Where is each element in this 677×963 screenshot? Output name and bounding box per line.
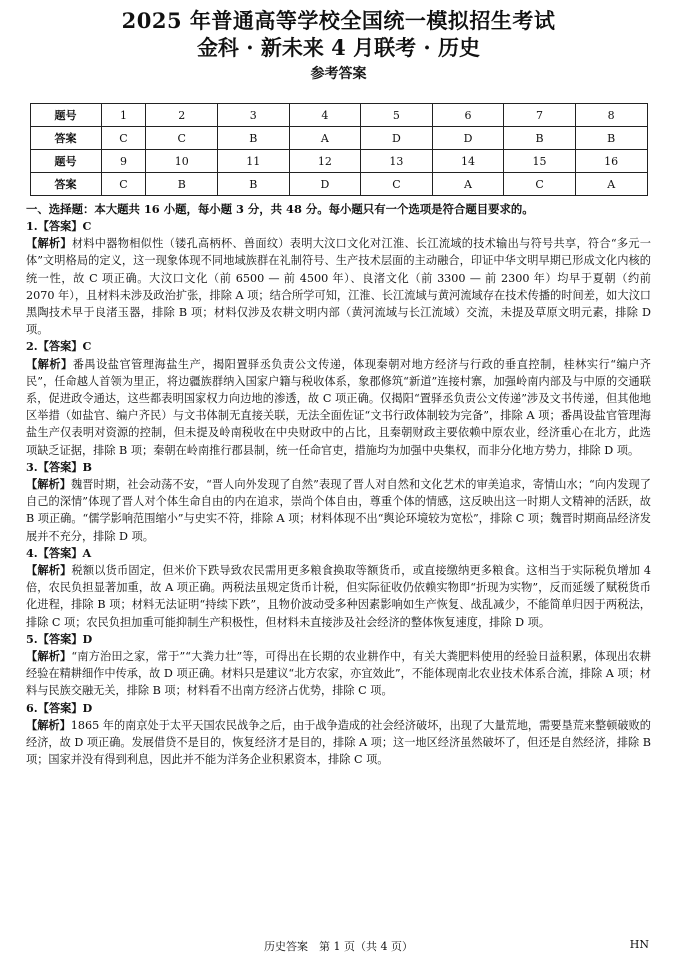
answer-cell: A <box>432 173 504 196</box>
question-number-cell: 9 <box>101 150 146 173</box>
answer-cell: B <box>146 173 218 196</box>
answer-cell: C <box>101 127 146 150</box>
exam-subtitle: 金科 · 新未来 4 月联考 · 历史 <box>196 35 481 60</box>
analysis-tag: 【解析】 <box>26 649 72 664</box>
answer-cell: C <box>101 173 146 196</box>
answer-tag: 【答案】 <box>37 545 83 560</box>
answer-table <box>30 103 648 196</box>
answer-tag: 【答案】 <box>37 700 83 715</box>
analysis-paragraph <box>26 562 651 631</box>
answer-cell: C <box>146 127 218 150</box>
question-block-5 <box>26 631 651 700</box>
question-number-cell: 1 <box>101 104 146 127</box>
analysis-text: 番禺设盐官管理海盐生产，揭阳置驿丞负责公文传递，体现秦朝对地方经济与行政的垂直控制，桂林实行“编户齐民”，任命越人首领为里正，将边疆族群纳入国家户籍与税收体系，象郡修筑“新道”连接村寨，加强岭南内部及与中原的交通联系，促进政令通达，这些都表明国家权力向边地的渗透，故 C 项正确。仅揭阳“置驿丞负责公文传递”涉及文书传递，但其他地区举措（如盐官、编户齐民）与文书体制无直接关联，无法全面佐证“文书行政体制较为完备”，排除 A 项；番禺设盐官管理海盐生产仅表明对资源的控制，但未提及岭南税收在中央财政中的占比，且秦朝财政主要依赖中原农业，经济重心在北方，此选项缺乏证据，排除 B 项；秦朝在岭南推行郡县制，统一任命官吏，措施均为加强中央集权，而非分化地方势力，排除 D 项。 <box>26 357 651 457</box>
answer-cell: C <box>361 173 433 196</box>
section-heading: 一、选择题：本大题共 16 小题，每小题 3 分，共 48 分。每小题只有一个选项是符合题目要求的。 <box>26 202 534 216</box>
answer-line <box>26 459 651 476</box>
answer-cell: B <box>575 127 647 150</box>
question-number-cell: 13 <box>361 150 433 173</box>
answer-line <box>26 700 651 717</box>
question-number-cell: 2 <box>146 104 218 127</box>
page-number: 历史答案 第 1 页（共 4 页） <box>264 940 413 953</box>
region-code: HN <box>629 938 649 951</box>
analysis-paragraph <box>26 476 651 545</box>
page-footer <box>0 938 677 954</box>
analysis-text: 魏晋时期，社会动荡不安，“晋人向外发现了自然”表现了晋人对自然和文化艺术的审美追求，寄情山水；“向内发现了自己的深情”体现了晋人对个体生命自由的内在追求，崇尚个体自由，尊重个体的情感，这反映出这一时期人文精神的活跃，故 B 项正确。“儒学影响范围缩小”与史实不符，排除 A 项；材料体现不出“舆论环境较为宽松”，排除 C 项；魏晋时期商品经济发展并不充分，排除 D 项。 <box>26 478 651 543</box>
question-number-row <box>30 104 647 127</box>
question-number-cell: 10 <box>146 150 218 173</box>
analysis-tag: 【解析】 <box>26 563 72 578</box>
question-number: 4. <box>26 545 38 560</box>
question-block-4 <box>26 545 651 631</box>
answer-cell: C <box>504 173 576 196</box>
question-number-cell: 4 <box>289 104 361 127</box>
row-label-answer: 答案 <box>30 127 101 150</box>
question-block-2 <box>26 338 651 458</box>
question-number-cell: 15 <box>504 150 576 173</box>
question-number: 2. <box>26 339 38 354</box>
question-number-cell: 12 <box>289 150 361 173</box>
question-number-cell: 6 <box>432 104 504 127</box>
row-label-question: 题号 <box>30 150 101 173</box>
answer-line <box>26 338 651 355</box>
analysis-text: “南方治田之家，常于”“大粪力壮”等，可得出在长期的农业耕作中，有关大粪肥料使用的经验日益积累，体现出农耕经验在精耕细作中传承，故 D 项正确。材料只是建议“北方农家，亦宜效此”，不能体现南北农业技术体系合流，排除 A 项；材料与民族交融无关，排除 B 项；材料看不出南方经济占优势，排除 C 项。 <box>26 650 651 698</box>
answer-cell: D <box>289 173 361 196</box>
question-number: 6. <box>26 700 38 715</box>
answer-cell: A <box>289 127 361 150</box>
analysis-tag: 【解析】 <box>26 477 72 492</box>
answer-row <box>30 127 647 150</box>
row-label-question: 题号 <box>30 104 101 127</box>
answer-value: D <box>82 700 93 715</box>
analysis-tag: 【解析】 <box>26 356 73 371</box>
answer-line <box>26 545 651 562</box>
analysis-text: 1865 年的南京处于太平天国农民战争之后，由于战争造成的社会经济破坏，出现了大量荒地，需要垦荒来整顿破败的经济，故 D 项正确。发展借贷不是目的，恢复经济才是目的，排除 A 项；这一地区经济虽然破坏了，但还是自然经济，排除 B 项；国家并没有得到利息，因此并不能为洋务企业积累资本，排除 C 项。 <box>26 718 651 767</box>
question-number: 3. <box>26 459 38 474</box>
answer-tag: 【答案】 <box>37 339 83 354</box>
question-block-1 <box>26 218 651 338</box>
analysis-paragraph <box>26 356 651 459</box>
question-number-row <box>30 150 647 173</box>
answer-value: A <box>82 545 92 560</box>
analysis-text: 税额以货币固定，但米价下跌导致农民需用更多粮食换取等额货币，或直接缴纳更多粮食。这相当于实际税负增加 4 倍，农民负担显著加重，故 A 项正确。两税法虽规定货币计税，但实际征收仍依赖实物即“折现为实物”，反而延缓了赋税货币化进程，排除 B 项；材料无法证明“持续下跌”，且物价波动受多种因素影响如生产恢复、战乱减少，不能简单归因于两税法，排除 C 项；农民负担加重可能抑制生产积极性，但材料未直接涉及社会经济的整体恢复速度，排除 D 项。 <box>26 564 651 629</box>
answer-cell: B <box>218 173 290 196</box>
analysis-text: 材料中器物相似性（镂孔高柄杯、兽面纹）表明大汶口文化对江淮、长江流域的技术输出与符号共享，符合“多元一体”文明格局的定义，这一现象体现不同地域族群在礼制符号、生产技术层面的主动融合，印证中华文明早期已形成文化内核的统一性，故 C 项正确。大汶口文化（前 6500 — 前 4500 年）、良渚文化（前 3300 — 前 2300 年）均早于夏朝（约前 2070 年），且材料未涉及政治扩张，排除 A 项；结合所学可知，江淮、长江流域与黄河流域存在技术传播的时间差，如大汶口黑陶技术早于良渚玉器，排除 B 项；材料仅涉及农耕文明内部（黄河流域与长江流域）交流，未提及草原文明元素，排除 D 项。 <box>26 237 651 337</box>
answer-cell: B <box>504 127 576 150</box>
answer-value: D <box>82 631 93 646</box>
question-block-3 <box>26 459 651 545</box>
row-label-answer: 答案 <box>30 173 101 196</box>
answer-tag: 【答案】 <box>37 459 83 474</box>
question-block-6 <box>26 700 651 769</box>
question-number-cell: 14 <box>432 150 504 173</box>
question-number: 1. <box>26 219 38 233</box>
question-number-cell: 7 <box>504 104 576 127</box>
question-number-cell: 16 <box>575 150 647 173</box>
answer-line <box>26 631 651 648</box>
answer-cell: B <box>218 127 290 150</box>
analysis-paragraph <box>26 717 651 769</box>
answer-tag: 【答案】 <box>37 631 83 646</box>
answer-cell: D <box>432 127 504 150</box>
analysis-paragraph <box>26 648 651 700</box>
analysis-tag: 【解析】 <box>26 717 71 732</box>
question-number: 5. <box>26 631 38 646</box>
question-number-cell: 8 <box>575 104 647 127</box>
answer-value: C <box>82 339 92 354</box>
question-number-cell: 5 <box>361 104 433 127</box>
answer-cell: A <box>575 173 647 196</box>
answer-value: C <box>82 219 92 233</box>
answer-line <box>26 218 651 235</box>
exam-title: 2025 年普通高等学校全国统一模拟招生考试 <box>121 8 556 33</box>
answer-value: B <box>82 459 92 474</box>
analysis-tag: 【解析】 <box>26 236 72 251</box>
reference-answer-heading: 参考答案 <box>310 66 367 82</box>
analysis-paragraph <box>26 235 651 338</box>
answer-tag: 【答案】 <box>37 219 83 233</box>
answer-cell: D <box>361 127 433 150</box>
question-number-cell: 3 <box>218 104 290 127</box>
question-number-cell: 11 <box>218 150 290 173</box>
answer-row <box>30 173 647 196</box>
